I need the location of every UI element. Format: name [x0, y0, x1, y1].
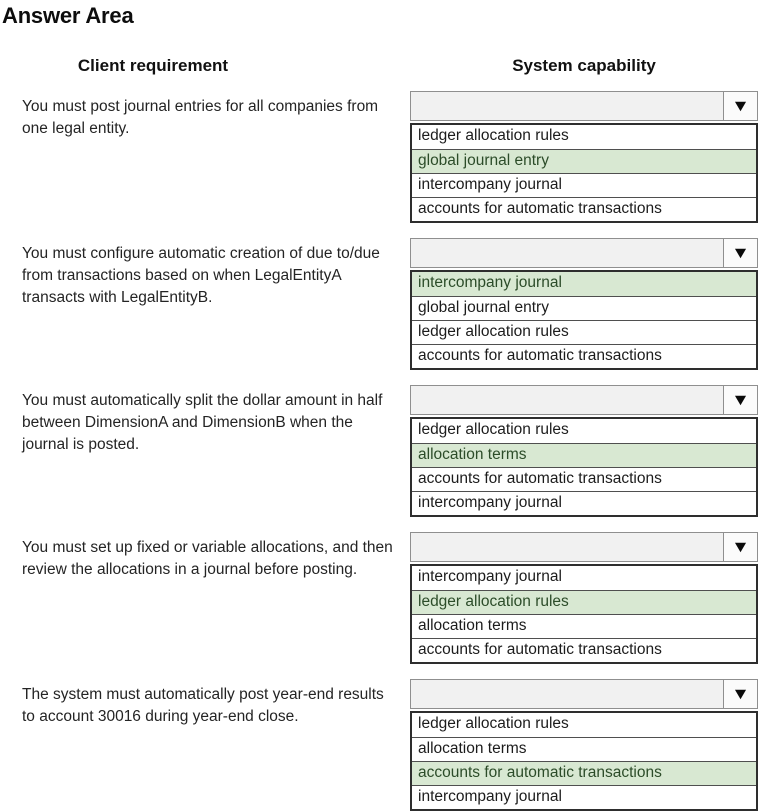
dropdown-option[interactable]: intercompany journal	[412, 173, 756, 197]
dropdown-options-list	[410, 270, 758, 370]
dropdown-option[interactable]: ledger allocation rules	[418, 715, 569, 732]
dropdown-options-list	[410, 711, 758, 811]
dropdown-selected-value	[411, 533, 723, 561]
dropdown-option[interactable]: allocation terms	[412, 737, 756, 761]
dropdown-selected-value	[411, 386, 723, 414]
dropdown-arrow-button[interactable]	[723, 680, 757, 708]
requirement-text: You must post journal entries for all companies from one legal entity.	[22, 98, 379, 137]
requirement-text: The system must automatically post year-end results to account 30016 during year-end close.	[22, 686, 384, 725]
dropdown-selected-value	[411, 92, 723, 120]
capability-dropdown[interactable]	[410, 679, 758, 709]
requirement-text: You must configure automatic creation of due to/due from transactions based on when LegalEntityA transacts with LegalEntityB.	[22, 245, 380, 306]
dropdown-option[interactable]: accounts for automatic transactions	[412, 197, 756, 221]
dropdown-option[interactable]: intercompany journal	[412, 785, 756, 809]
requirement-row	[0, 238, 758, 370]
capability-dropdown[interactable]	[410, 91, 758, 121]
capability-dropdown[interactable]	[410, 532, 758, 562]
capability-dropdown[interactable]	[410, 238, 758, 268]
requirement-row	[0, 532, 758, 664]
dropdown-options-list	[410, 123, 758, 223]
chevron-down-icon: ▼	[731, 97, 750, 115]
capability-dropdown-group	[410, 385, 758, 517]
dropdown-option[interactable]: intercompany journal	[412, 272, 756, 296]
chevron-down-icon: ▼	[731, 538, 750, 556]
dropdown-option[interactable]: accounts for automatic transactions	[412, 638, 756, 662]
dropdown-option[interactable]: ledger allocation rules	[418, 421, 569, 438]
dropdown-selected-value	[411, 239, 723, 267]
column-headers	[0, 56, 758, 76]
capability-dropdown-group	[410, 238, 758, 370]
dropdown-option[interactable]: allocation terms	[412, 443, 756, 467]
capability-dropdown-group	[410, 679, 758, 811]
chevron-down-icon: ▼	[731, 244, 750, 262]
dropdown-arrow-button[interactable]	[723, 533, 757, 561]
dropdown-option[interactable]: intercompany journal	[412, 491, 756, 515]
requirement-text: You must automatically split the dollar amount in half between DimensionA and DimensionB when the journal is posted.	[22, 392, 383, 453]
page-title: Answer Area	[2, 3, 134, 28]
dropdown-option[interactable]: accounts for automatic transactions	[412, 761, 756, 785]
dropdown-option[interactable]: accounts for automatic transactions	[412, 344, 756, 368]
dropdown-option[interactable]: global journal entry	[412, 296, 756, 320]
dropdown-option[interactable]: intercompany journal	[418, 568, 562, 585]
capability-dropdown-group	[410, 532, 758, 664]
dropdown-selected-value	[411, 680, 723, 708]
requirement-text: You must set up fixed or variable allocations, and then review the allocations in a journal before posting.	[22, 539, 393, 578]
dropdown-option[interactable]: global journal entry	[412, 149, 756, 173]
system-capability-header: System capability	[512, 56, 656, 75]
chevron-down-icon: ▼	[731, 391, 750, 409]
capability-dropdown-group	[410, 91, 758, 223]
dropdown-option[interactable]: allocation terms	[412, 614, 756, 638]
dropdown-option[interactable]: ledger allocation rules	[412, 590, 756, 614]
dropdown-arrow-button[interactable]	[723, 386, 757, 414]
requirement-row	[0, 679, 758, 811]
chevron-down-icon: ▼	[731, 685, 750, 703]
dropdown-option[interactable]: accounts for automatic transactions	[412, 467, 756, 491]
requirement-row	[0, 385, 758, 517]
capability-dropdown[interactable]	[410, 385, 758, 415]
dropdown-options-list	[410, 417, 758, 517]
dropdown-option[interactable]: ledger allocation rules	[412, 320, 756, 344]
dropdown-arrow-button[interactable]	[723, 92, 757, 120]
dropdown-option[interactable]: ledger allocation rules	[418, 127, 569, 144]
answer-rows	[0, 91, 758, 811]
requirement-row	[0, 91, 758, 223]
client-requirement-header: Client requirement	[77, 56, 229, 75]
dropdown-options-list	[410, 564, 758, 664]
dropdown-arrow-button[interactable]	[723, 239, 757, 267]
